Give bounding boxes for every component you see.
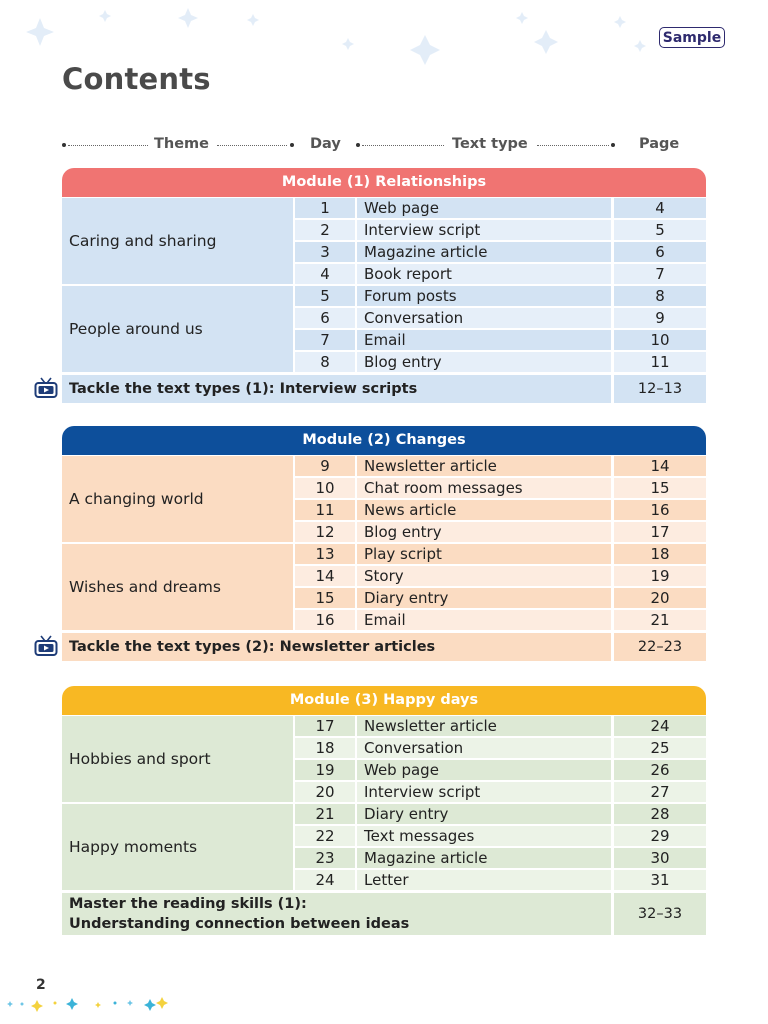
theme-cell: Happy moments	[62, 804, 293, 890]
page-cell: 5	[614, 220, 706, 240]
day-cell: 11	[295, 500, 355, 520]
page-title: Contents	[62, 62, 211, 96]
text-type-cell: Web page	[357, 198, 611, 218]
header-day: Day	[310, 136, 341, 152]
page-cell: 11	[614, 352, 706, 372]
day-cell: 7	[295, 330, 355, 350]
page-cell: 25	[614, 738, 706, 758]
theme-cell: Wishes and dreams	[62, 544, 293, 630]
day-cell: 12	[295, 522, 355, 542]
text-type-cell: Blog entry	[357, 522, 611, 542]
day-cell: 17	[295, 716, 355, 736]
section-review-page: 12–13	[614, 375, 706, 403]
section-review-page: 22–23	[614, 633, 706, 661]
day-cell: 3	[295, 242, 355, 262]
page-cell: 30	[614, 848, 706, 868]
theme-cell: A changing world	[62, 456, 293, 542]
page-cell: 19	[614, 566, 706, 586]
header-dot	[290, 143, 294, 147]
page-cell: 29	[614, 826, 706, 846]
text-type-cell: Interview script	[357, 782, 611, 802]
column-header-row	[62, 136, 706, 154]
text-type-cell: Blog entry	[357, 352, 611, 372]
text-type-cell: Play script	[357, 544, 611, 564]
day-cell: 5	[295, 286, 355, 306]
day-cell: 14	[295, 566, 355, 586]
page-cell: 26	[614, 760, 706, 780]
header-theme: Theme	[154, 136, 209, 152]
header-dotted-line	[217, 145, 287, 146]
section-review-label	[62, 375, 611, 403]
sample-badge: Sample	[659, 27, 725, 48]
text-type-cell: Conversation	[357, 308, 611, 328]
day-cell: 20	[295, 782, 355, 802]
day-cell: 24	[295, 870, 355, 890]
theme-cell: Hobbies and sport	[62, 716, 293, 802]
page-cell: 4	[614, 198, 706, 218]
page-cell: 28	[614, 804, 706, 824]
day-cell: 4	[295, 264, 355, 284]
text-type-cell: Chat room messages	[357, 478, 611, 498]
day-cell: 13	[295, 544, 355, 564]
module-section	[62, 426, 706, 655]
theme-cell: People around us	[62, 286, 293, 372]
header-dot	[62, 143, 66, 147]
day-cell: 10	[295, 478, 355, 498]
day-cell: 9	[295, 456, 355, 476]
day-cell: 8	[295, 352, 355, 372]
day-cell: 19	[295, 760, 355, 780]
page-cell: 21	[614, 610, 706, 630]
day-cell: 1	[295, 198, 355, 218]
header-text-type: Text type	[452, 136, 528, 152]
page-cell: 14	[614, 456, 706, 476]
text-type-cell: Diary entry	[357, 804, 611, 824]
page-cell: 17	[614, 522, 706, 542]
module-header: Module (2) Changes	[62, 426, 706, 455]
header-dotted-line	[68, 145, 148, 146]
day-cell: 22	[295, 826, 355, 846]
page-cell: 6	[614, 242, 706, 262]
day-cell: 2	[295, 220, 355, 240]
page-cell: 15	[614, 478, 706, 498]
text-type-cell: Book report	[357, 264, 611, 284]
module-header: Module (3) Happy days	[62, 686, 706, 715]
tv-play-icon	[34, 635, 58, 657]
module-section	[62, 168, 706, 397]
day-cell: 21	[295, 804, 355, 824]
day-cell: 6	[295, 308, 355, 328]
header-dotted-line	[362, 145, 444, 146]
section-review-line: Understanding connection between ideas	[69, 916, 410, 932]
page-cell: 7	[614, 264, 706, 284]
section-review-line: Master the reading skills (1):	[69, 896, 307, 912]
header-page: Page	[639, 136, 680, 152]
page-cell: 24	[614, 716, 706, 736]
text-type-cell: Newsletter article	[357, 716, 611, 736]
text-type-cell: Diary entry	[357, 588, 611, 608]
page-cell: 27	[614, 782, 706, 802]
section-review-line: Tackle the text types (2): Newsletter articles	[69, 639, 436, 655]
section-review-text	[69, 894, 409, 934]
page-cell: 16	[614, 500, 706, 520]
header-dot	[356, 143, 360, 147]
text-type-cell: Interview script	[357, 220, 611, 240]
section-review-label	[62, 633, 611, 661]
text-type-cell: Magazine article	[357, 242, 611, 262]
header-dotted-line	[537, 145, 609, 146]
section-review-line: Tackle the text types (1): Interview scripts	[69, 381, 418, 397]
module-section	[62, 686, 706, 932]
text-type-cell: Forum posts	[357, 286, 611, 306]
section-review-text	[69, 637, 435, 657]
tv-play-icon	[34, 377, 58, 399]
text-type-cell: News article	[357, 500, 611, 520]
section-review-label	[62, 893, 611, 935]
page-cell: 10	[614, 330, 706, 350]
text-type-cell: Newsletter article	[357, 456, 611, 476]
header-dot	[611, 143, 615, 147]
day-cell: 15	[295, 588, 355, 608]
text-type-cell: Email	[357, 610, 611, 630]
page-cell: 9	[614, 308, 706, 328]
page-cell: 31	[614, 870, 706, 890]
day-cell: 16	[295, 610, 355, 630]
section-review-page: 32–33	[614, 893, 706, 935]
text-type-cell: Conversation	[357, 738, 611, 758]
page-cell: 20	[614, 588, 706, 608]
page-cell: 8	[614, 286, 706, 306]
text-type-cell: Web page	[357, 760, 611, 780]
text-type-cell: Story	[357, 566, 611, 586]
module-header: Module (1) Relationships	[62, 168, 706, 197]
theme-cell: Caring and sharing	[62, 198, 293, 284]
text-type-cell: Magazine article	[357, 848, 611, 868]
day-cell: 18	[295, 738, 355, 758]
text-type-cell: Letter	[357, 870, 611, 890]
page-number: 2	[36, 977, 46, 993]
section-review-text	[69, 379, 417, 399]
day-cell: 23	[295, 848, 355, 868]
page-cell: 18	[614, 544, 706, 564]
text-type-cell: Email	[357, 330, 611, 350]
text-type-cell: Text messages	[357, 826, 611, 846]
